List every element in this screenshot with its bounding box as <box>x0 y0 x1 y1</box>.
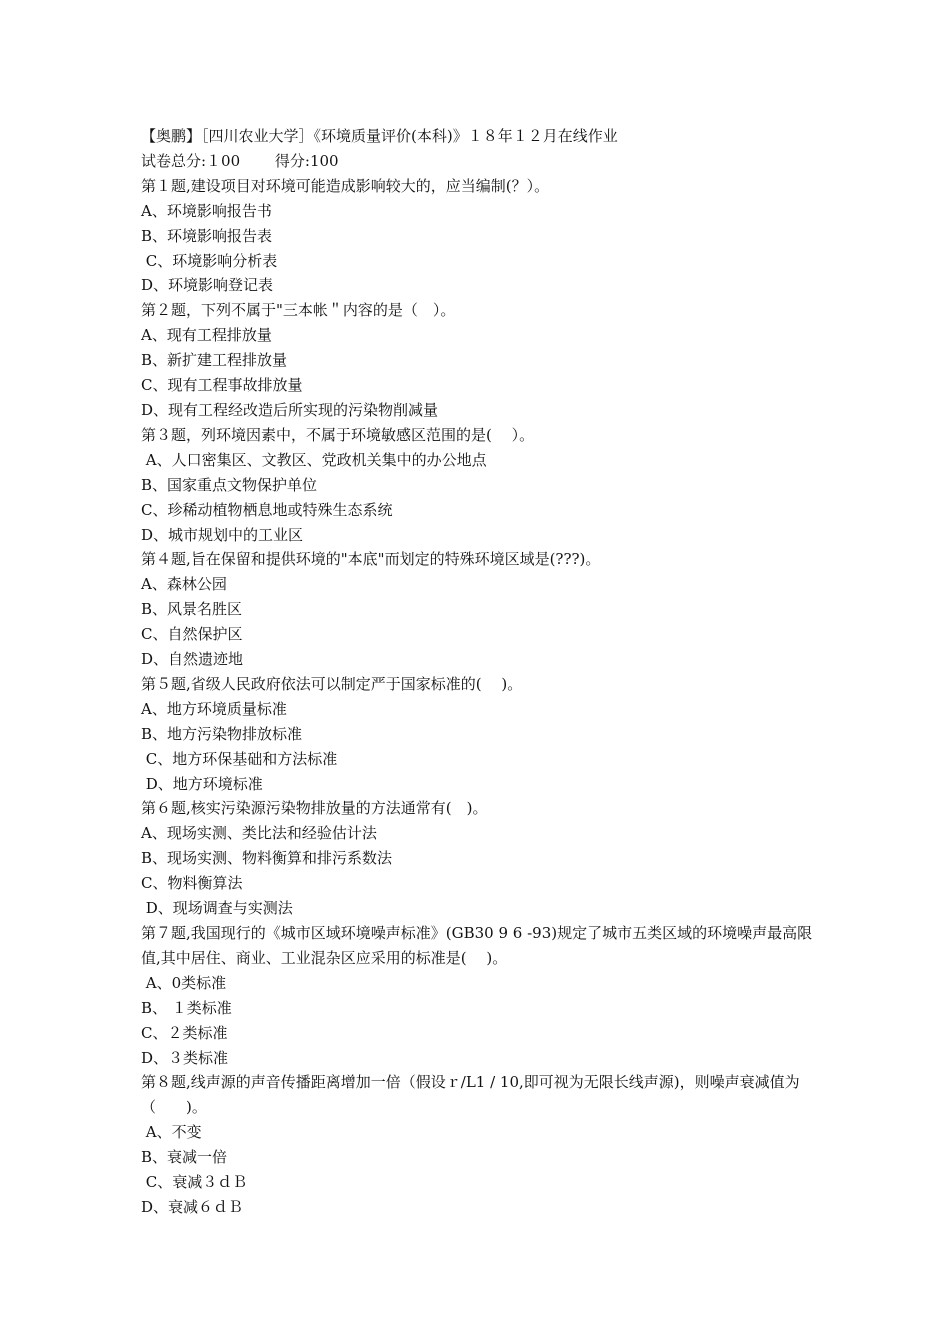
question-stem: 第８题,线声源的声音传播距离增加一倍（假设ｒ/L1 / 10,即可视为无限长线声源)，则噪声衰减值为（ )。 <box>141 1073 800 1117</box>
answer-option: D、衰减６ｄＢ <box>141 1197 244 1216</box>
answer-option: C、衰减３ｄＢ <box>141 1173 248 1192</box>
answer-option: C、自然保护区 <box>141 625 243 644</box>
answer-option: A、0类标准 <box>141 973 227 992</box>
answer-option: B、衰减一倍 <box>141 1148 228 1167</box>
answer-option: C、物料衡算法 <box>141 874 243 893</box>
answer-option: B、国家重点文物保护单位 <box>141 475 318 494</box>
document-body <box>141 124 821 1220</box>
question-stem: 第６题,核实污染源污染物排放量的方法通常有( )。 <box>141 799 488 818</box>
answer-option: A、人口密集区、文教区、党政机关集中的办公地点 <box>141 450 487 469</box>
answer-option: D、环境影响登记表 <box>141 276 274 295</box>
question-stem: 第１题,建设项目对环境可能造成影响较大的，应当编制(？）。 <box>141 176 550 195</box>
answer-option: D、现有工程经改造后所实现的污染物削减量 <box>141 400 439 419</box>
question-stem: 第３题，列环境因素中，不属于环境敏感区范围的是( ）。 <box>141 425 535 444</box>
question-stem: 第５题,省级人民政府依法可以制定严于国家标准的( )。 <box>141 674 523 693</box>
answer-option: A、现场实测、类比法和经验估计法 <box>141 824 377 843</box>
answer-option: C、环境影响分析表 <box>141 251 278 270</box>
answer-option: D、城市规划中的工业区 <box>141 525 304 544</box>
answer-option: A、森林公园 <box>141 575 227 594</box>
answer-option: A、现有工程排放量 <box>141 326 272 345</box>
answer-option: B、地方污染物排放标准 <box>141 724 303 743</box>
answer-option: B、 １类标准 <box>141 998 232 1017</box>
answer-option: D、３类标准 <box>141 1048 229 1067</box>
question-stem: 第２题，下列不属于"三本帐＂内容的是（ ）。 <box>141 301 456 320</box>
question-stem: 第７题,我国现行的《城市区域环境噪声标准》(GB30 9 6 -93)规定了城市五类区域的环境噪声最高限值,其中居住、商业、工业混杂区应采用的标准是( )。 <box>141 924 813 967</box>
answer-option: C、地方环保基础和方法标准 <box>141 749 338 768</box>
answer-option: D、现场调查与实测法 <box>141 899 293 918</box>
document-title: 【奥鹏】［四川农业大学］《环境质量评价(本科)》１８年１２月在线作业 <box>141 127 618 145</box>
answer-option: B、环境影响报告表 <box>141 226 273 245</box>
answer-option: B、新扩建工程排放量 <box>141 351 288 370</box>
answer-option: B、现场实测、物料衡算和排污系数法 <box>141 849 393 868</box>
answer-option: A、环境影响报告书 <box>141 201 272 220</box>
answer-option: D、自然遗迹地 <box>141 650 244 669</box>
answer-option: C、现有工程事故排放量 <box>141 376 303 395</box>
answer-option: A、不变 <box>141 1123 202 1142</box>
answer-option: C、珍稀动植物栖息地或特殊生态系统 <box>141 500 393 519</box>
question-stem: 第４题,旨在保留和提供环境的"本底"而划定的特殊环境区域是(???)。 <box>141 550 601 569</box>
answer-option: C、２类标准 <box>141 1023 228 1042</box>
answer-option: B、风景名胜区 <box>141 600 243 619</box>
total-score: 试卷总分:１00 得分:100 <box>141 151 339 170</box>
answer-option: D、地方环境标准 <box>141 774 263 793</box>
answer-option: A、地方环境质量标准 <box>141 699 287 718</box>
